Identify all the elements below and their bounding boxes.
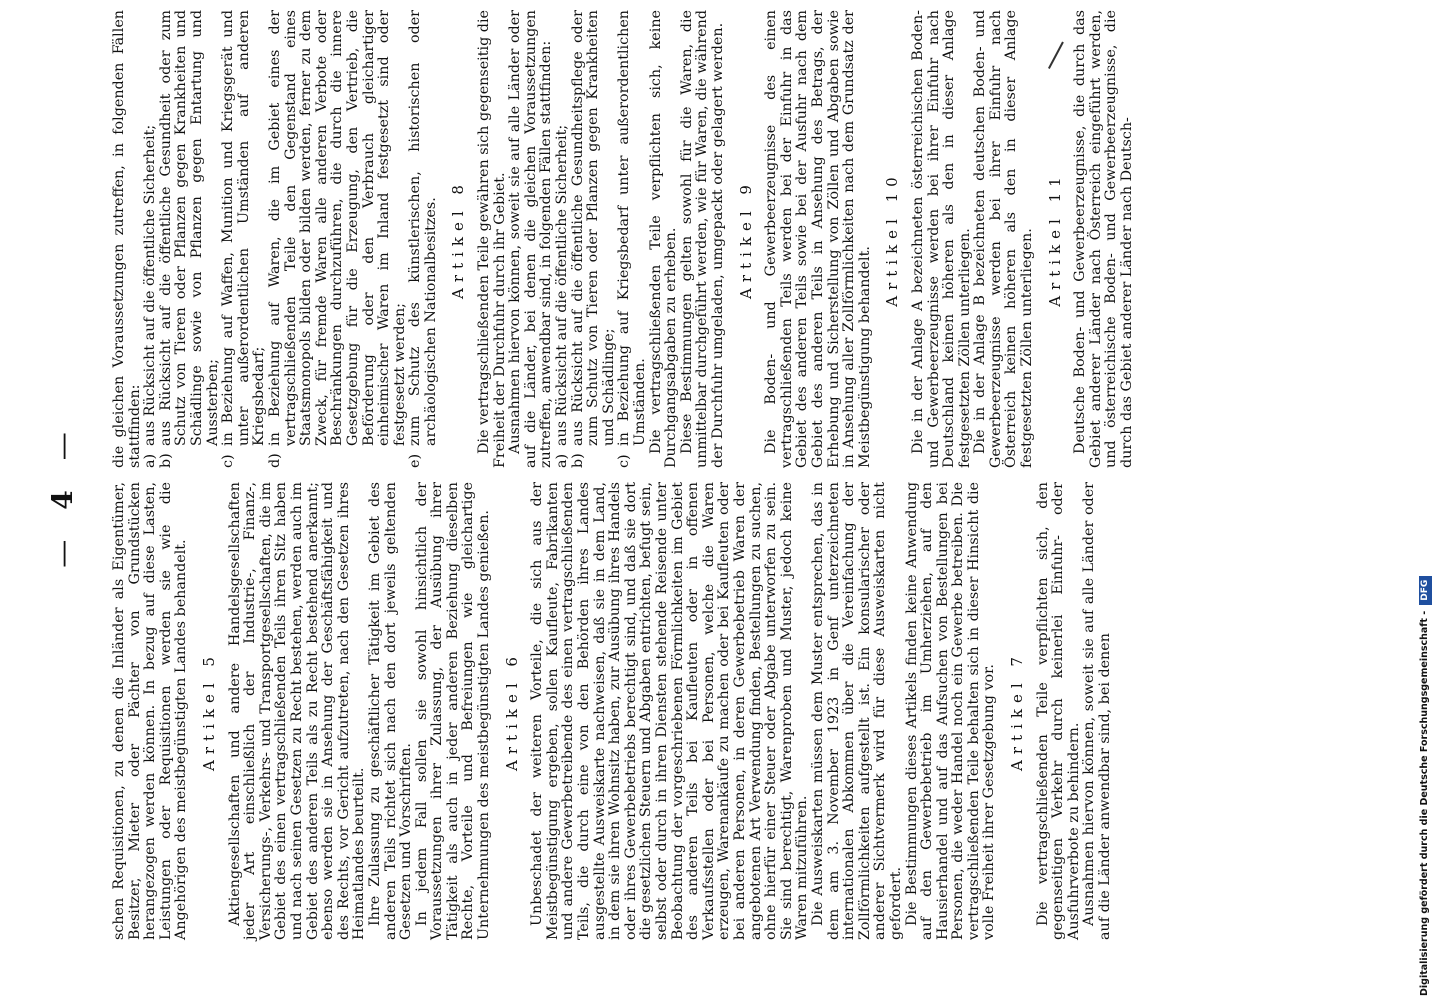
paragraph: Die vertragschließenden Teile verpflichten sich, keine Durchgangsabgaben zu erheben. [647, 10, 680, 468]
list-item [221, 10, 268, 468]
list-item-label: a) [554, 453, 571, 468]
list-b [555, 10, 649, 468]
list-item [408, 10, 439, 468]
list-item-label: c) [616, 454, 633, 468]
list-item [143, 10, 159, 468]
paragraph: Die Boden- und Gewerbeerzeugnisse des einen vertragschließenden Teils werden bei der Einfuhr in das Gebiet des anderen Teils sowie bei der Ausfuhr nach dem Gebiet des anderen Teils in Ansehung des Betrags, der Erhebung und Sicherstellung von Zöllen und Abgaben sowie in Ansehung aller Zollförmlichkeiten nach dem Grundsatz der Meistbegünstigung behandelt. [763, 10, 873, 468]
article-heading-9: Artikel 9 [736, 179, 755, 299]
paragraph: Ihre Zulassung zu geschäftlicher Tätigkeit im Gebiet des anderen Teils richtet sich nach den dort jeweils geltenden Gesetzen und Vorschriften. [366, 482, 415, 940]
page-number-value: 4 [46, 490, 79, 510]
paragraph: In jedem Fall sollen sie sowohl hinsichtlich der Voraussetzungen ihrer Zulassung, der Ausübung ihrer Tätigkeit als auch in jeder anderen Beziehung dieselben Rechte, Vorteile und Befreiungen wie gleichartige Unternehmungen des meistbegünstigten Landes genießen. [413, 482, 493, 940]
list-item-text: in Beziehung auf Waren, die im Gebiet eines der vertragschließenden Teile den Gegenstand eines Staatsmonopols bilden oder bilden werden, ferner zu dem Zweck, für fremde Waren alle anderen Verbote oder Beschränkungen durchzuführen, die durch die innere Gesetzgebung für die Erzeugung, den Vertrieb, die Beförderung oder den Verbrauch gleichartiger einheimischer Waren im Inland festgesetzt sind oder festgesetzt werden; [266, 10, 408, 446]
paragraph: Deutsche Boden- und Gewerbeerzeugnisse, die durch das Gebiet anderer Länder nach Österreich eingeführt werden, und österreichische Boden- und Gewerbeerzeugnisse, die durch das Gebiet anderer Länder nach Deutsch- [1072, 10, 1136, 468]
list-item-text: aus Rücksicht auf die öffentliche Sicherheit; [554, 124, 571, 446]
paragraph: Aktiengesellschaften und andere Handelsgesellschaften jeder Art einschließlich der Industrie-, Finanz-, Versicherungs-, Verkehrs- und Transportgesellschaften, die im Gebiet des einen vertragschließenden Teils ihren Sitz haben und nach seinen Gesetzen zu Recht bestehen, werden auch im Gebiet des anderen Teils als zu Recht bestehend anerkannt; ebenso werden sie in Ansehung der Geschäftsfähigkeit und des Rechts, vor Gericht aufzutreten, nach den Gesetzen ihres Heimatlandes beurteilt. [226, 482, 368, 940]
page-dash-left: — [46, 539, 79, 568]
digitization-credit [1418, 6, 1432, 996]
list-item-text: zum Schutz des künstlerischen, historischen oder archäologischen Nationalbesitzes. [407, 10, 439, 446]
list-item-label: e) [407, 453, 424, 468]
list-item-label: c) [220, 454, 237, 468]
left-column [112, 482, 1114, 940]
list-item-label: a) [142, 453, 159, 468]
paragraph: Die vertragschließenden Teile verpflichten sich, den gegenseitigen Verkehr durch keinerlei Einfuhr- oder Ausfuhrverbote zu behindern. [1034, 482, 1082, 940]
paragraph: Ausnahmen hiervon können, soweit sie auf alle Länder oder auf die Länder anwendbar sind, bei denen [1081, 482, 1114, 940]
list-item-text: aus Rücksicht auf die öffentliche Sicherheit; [142, 124, 159, 446]
credit-text: Digitalisierung gefördert durch die Deutsche Forschungsgemeinschaft - [1419, 610, 1430, 996]
list-item-text: aus Rücksicht auf die öffentliche Gesundheitspflege oder zum Schutz von Tieren oder Pflanzen gegen Krankheiten und Schädlinge; [569, 10, 617, 446]
page-dash-right: — [46, 432, 79, 461]
paragraph: die gleichen Voraussetzungen zutreffen, in folgenden Fällen stattfinden: [111, 10, 143, 468]
article-heading-11: Artikel 11 [1045, 171, 1064, 307]
article-heading-8: Artikel 8 [449, 179, 468, 299]
right-column [112, 10, 1136, 468]
list-item-text: in Beziehung auf Waffen, Munition und Kriegsgerät und unter außerordentlichen Umständen auf anderen Kriegsbedarf; [220, 10, 268, 446]
paragraph: Die Ausweiskarten müssen dem Muster entsprechen, das in dem am 3. November 1923 in Genf unterzeichneten internationalen Abkommen über die Vereinfachung der Zollförmlichkeiten aufgestellt ist. Ein konsularischer oder anderer Sichtvermerk wird für diese Ausweiskarten nicht gefordert. [809, 482, 904, 940]
list-item-label: b) [157, 453, 174, 468]
list-item [571, 10, 618, 468]
article-heading-5: Artikel 5 [199, 651, 218, 771]
paragraph: schen Requisitionen, zu denen die Inländer als Eigentümer, Besitzer, Mieter oder Pächter von Grundstücken herangezogen werden können. In bezug auf diese Lasten, Leistungen oder Requisitionen werden sie wie die Angehörigen des meistbegünstigten Landes behandelt. [111, 482, 190, 940]
list-item-text: in Beziehung auf Kriegsbedarf unter außerordentlichen Umständen. [616, 10, 648, 446]
page-number [46, 0, 79, 1000]
article-heading-6: Artikel 6 [502, 651, 521, 771]
list-item [268, 10, 408, 468]
paragraph: Unbeschadet der weiteren Vorteile, die sich aus der Meistbegünstigung ergeben, sollen Kaufleute, Fabrikanten und andere Gewerbetreibende des einen vertragschließenden Teils, die durch eine von den Behörden ihres Landes ausgestellte Ausweiskarte nachweisen, daß sie in dem Land, in dem sie ihren Wohnsitz haben, zur Ausübung ihres Handels oder ihres Gewerbebetriebs berechtigt sind, und daß sie dort die gesetzlichen Steuern und Abgaben entrichten, befugt sein, selbst oder durch in ihren Diensten stehende Reisende unter Beobachtung der vorgeschriebenen Förmlichkeiten im Gebiet des anderen Teils bei Kaufleuten oder in offenen Verkaufsstellen oder bei Personen, welche die Waren erzeugen, Warenankäufe zu machen oder bei Kaufleuten oder bei anderen Personen, in deren Gewerbebetrieb Waren der angebotenen Art Verwendung finden, Bestellungen zu suchen, ohne hierfür einer Steuer oder Abgabe unterworfen zu sein. Sie sind berechtigt, Warenproben und Muster, jedoch keine Waren mitzuführen. [529, 482, 811, 940]
list-item-label: b) [569, 453, 586, 468]
list-a [143, 10, 439, 468]
article-heading-7: Artikel 7 [1008, 651, 1027, 771]
digitization-sidebar [1418, 6, 1432, 996]
paragraph: Die vertragschließenden Teile gewähren sich gegenseitig die Freiheit der Durchfuhr durch ihr Gebiet. [476, 10, 508, 468]
paragraph: Diese Bestimmungen gelten sowohl für die Waren, die unmittelbar durchgeführt werden, wie für Waren, die während der Durchfuhr umgeladen, umgepackt oder gelagert werden. [678, 10, 726, 468]
list-item-text: aus Rücksicht auf die öffentliche Gesundheit oder zum Schutz von Tieren oder Pflanzen gegen Krankheiten und Schädlinge sowie von Pflanzen gegen Entartung und Aussterben; [157, 10, 221, 446]
dfg-logo: DFG [1419, 576, 1432, 605]
article-heading-10: Artikel 10 [883, 171, 902, 307]
paragraph: Die in der Anlage A bezeichneten österreichischen Boden- und Gewerbeerzeugnisse werden bei ihrer Einfuhr nach Deutschland keinen höheren als den in dieser Anlage festgesetzten Zöllen unterliegen. [909, 10, 973, 468]
list-item-label: d) [266, 453, 283, 468]
paragraph: Die Bestimmungen dieses Artikels finden keine Anwendung auf den Gewerbebetrieb im Umherziehen, auf den Hausierhandel und auf das Aufsuchen von Bestellungen bei Personen, die weder Handel noch ein Gewerbe betreiben. Die vertragschließenden Teile behalten sich in dieser Hinsicht die volle Freiheit ihrer Gesetzgebung vor. [903, 482, 998, 940]
paragraph: Die in der Anlage B bezeichneten deutschen Boden- und Gewerbeerzeugnisse werden bei ihrer Einfuhr nach Österreich keinen höheren als den in dieser Anlage festgesetzten Zöllen unterliegen. [972, 10, 1036, 468]
paragraph: Ausnahmen hiervon können, soweit sie auf alle Länder oder auf die Länder, bei denen die gleichen Voraussetzungen zutreffen, anwendbar sind, in folgenden Fällen stattfinden: [507, 10, 555, 468]
list-item [555, 10, 571, 468]
list-item [159, 10, 221, 468]
list-item [617, 10, 648, 468]
